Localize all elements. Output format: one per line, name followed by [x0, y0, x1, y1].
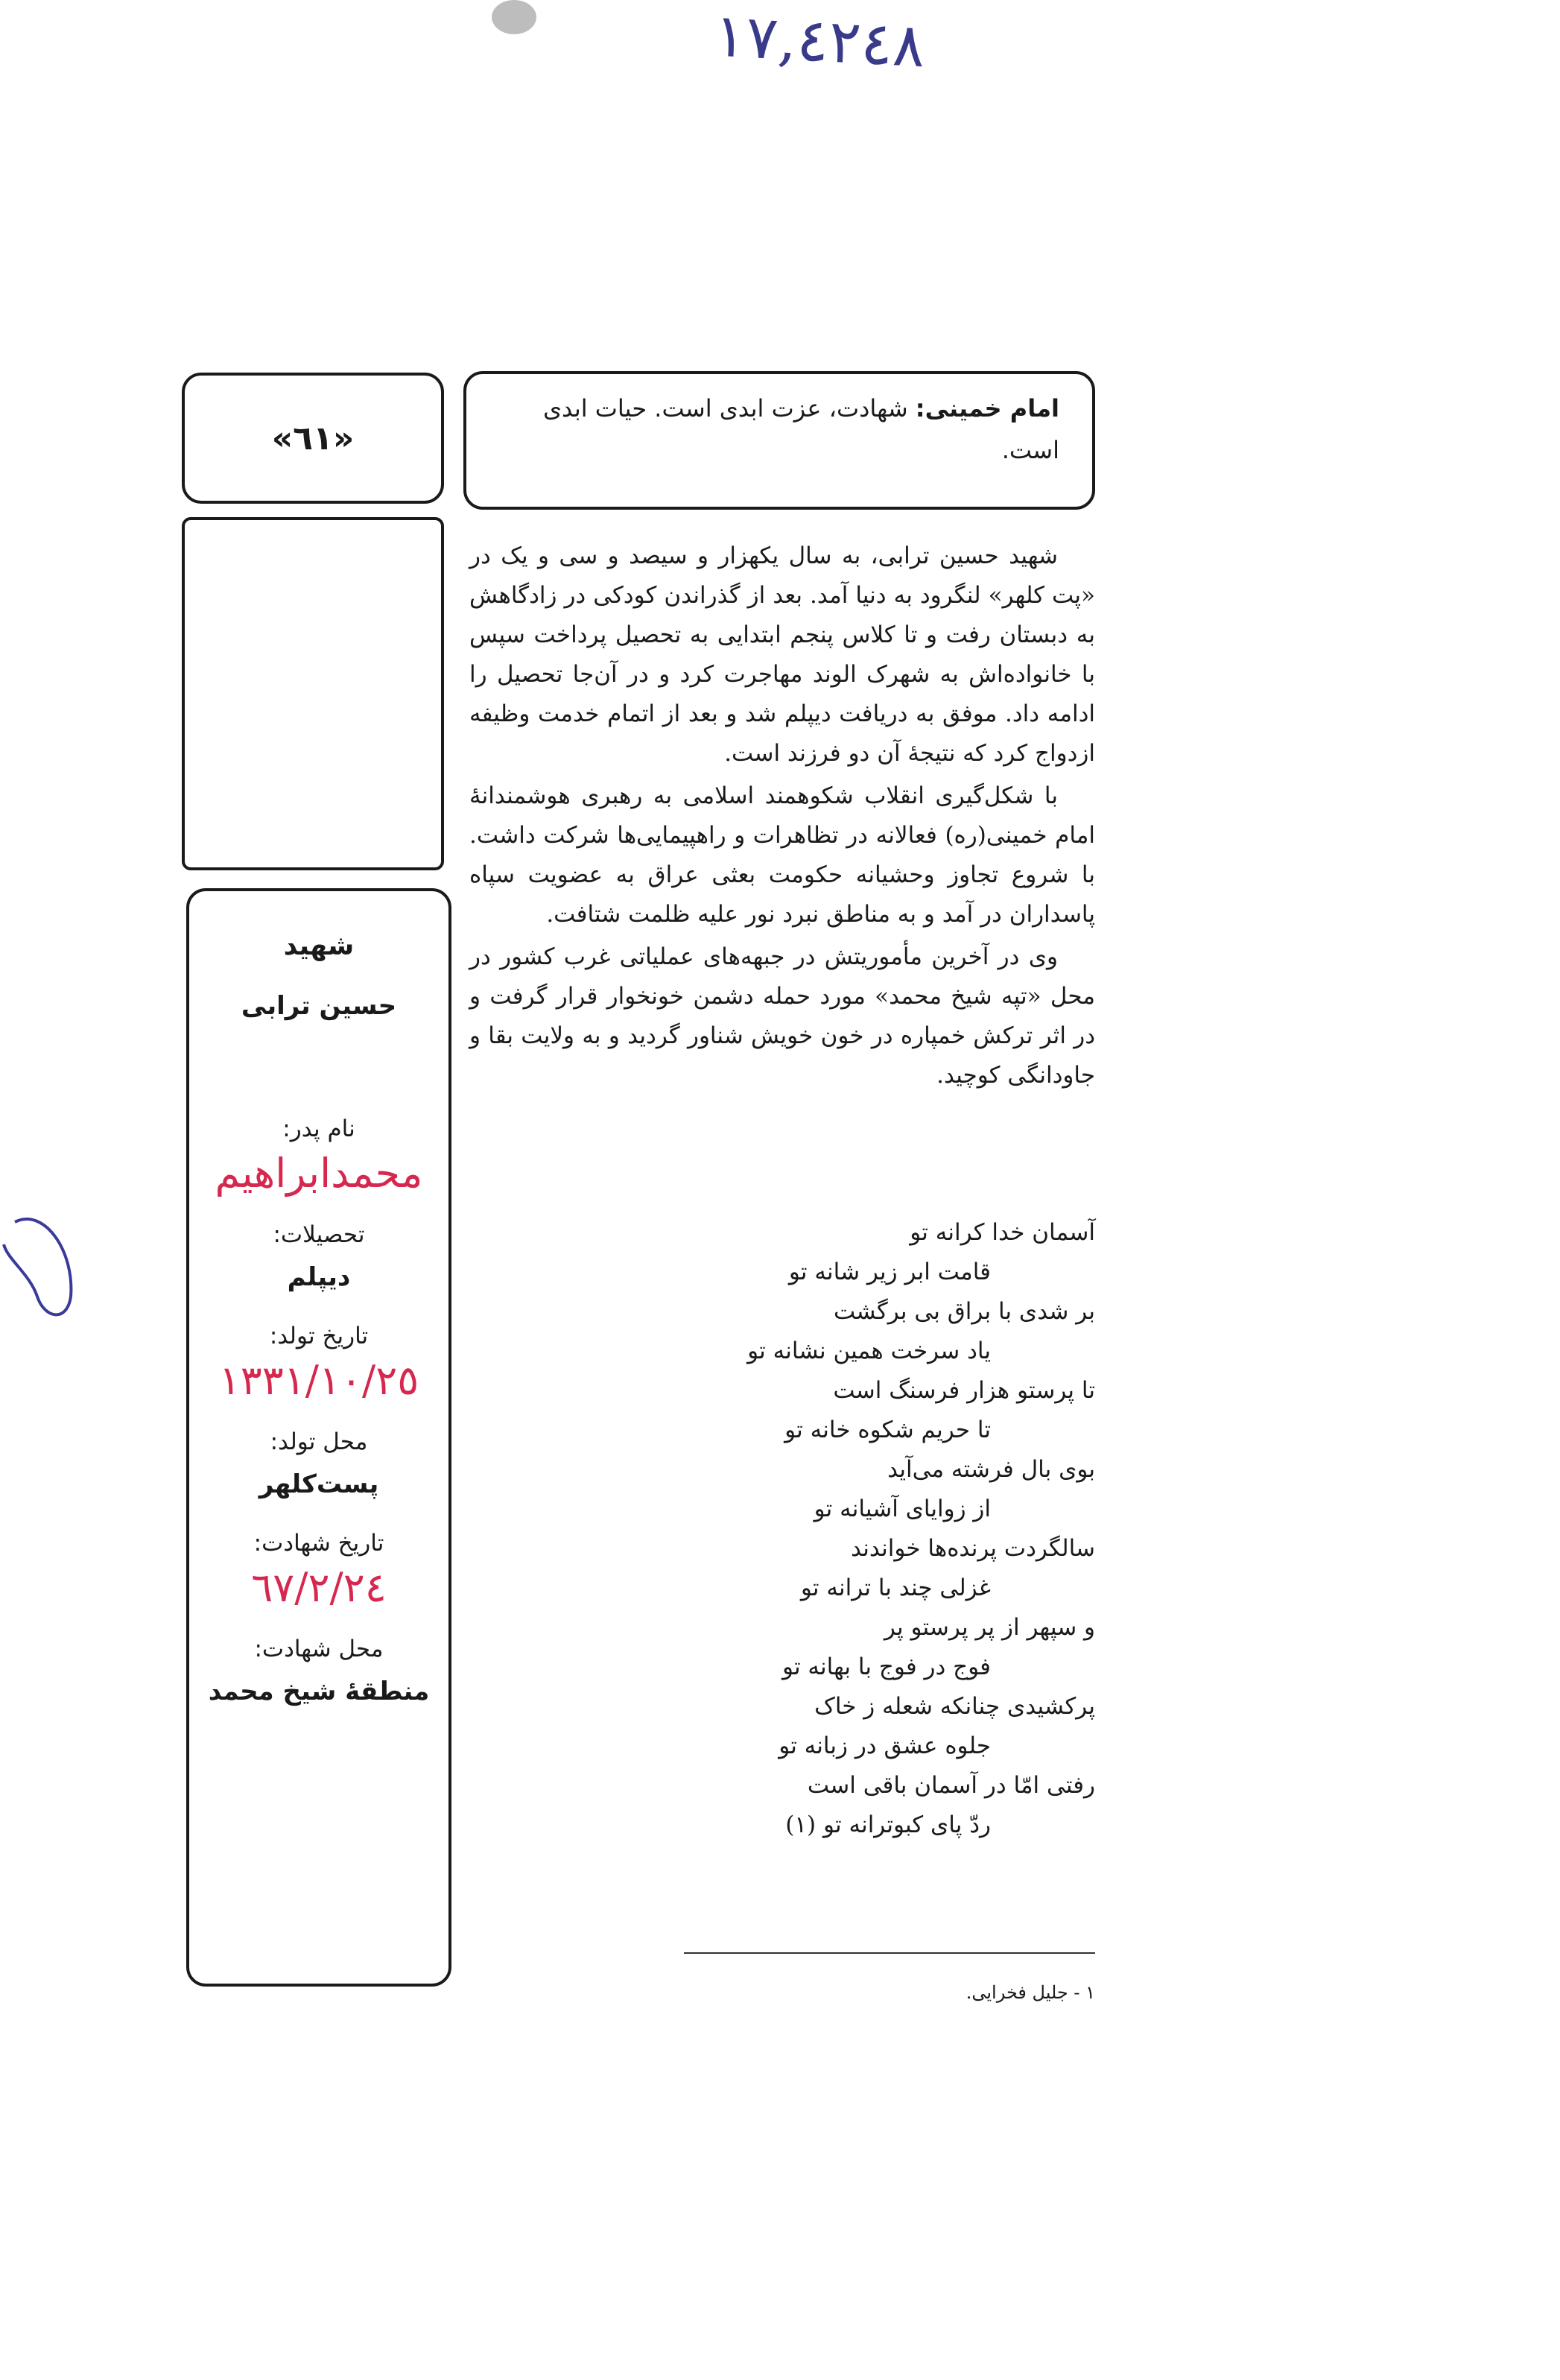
quote [499, 387, 1059, 471]
poem-line: جلوه عشق در زبانه تو [779, 1732, 991, 1759]
footnote: ١ - جلیل فخرایی. [966, 1982, 1095, 2003]
page-number: «٦١» [271, 419, 355, 458]
archive-number: ١٧,٤٢٤٨ [712, 0, 927, 81]
bio-paragraph: با شکل‌گیری انقلاب شکوهمند اسلامی به رهبری هوشمندانهٔ امام خمینی(ره) فعالانه در تظاهرات و راهپیمایی‌ها شرکت داشت. با شروع تجاوز وحشیانه حکومت بعثی عراق به عضویت سپاه پاسداران در آمد و به مناطق نبرد نور علیه ظلمت شتافت. [469, 782, 1095, 928]
quote-text: شهادت، عزت ابدی است. حیات ابدی است. [542, 394, 1059, 464]
birth-date-value: ١٣٣١/١٠/٢٥ [218, 1357, 419, 1404]
bio-paragraph: شهید حسین ترابی، به سال یکهزار و سیصد و سی و یک در «پت کلهر» لنگرود به دنیا آمد. بعد از گذراندن کودکی در زادگاهش به دبستان رفت و تا کلاس پنجم ابتدایی به تحصیل پرداخت سپس با خانواده‌اش به شهرک الوند مهاجرت کرد و در آن‌جا تحصیل را ادامه داد. موفق به دریافت دیپلم شد و بعد از اتمام خدمت وظیفه ازدواج کرد که نتیجهٔ آن دو فرزند است. [469, 542, 1095, 767]
poem-line: از زوایای آشیانه تو [814, 1496, 991, 1522]
birth-date-label: تاریخ تولد: [269, 1323, 369, 1349]
martyrdom-place-value: منطقهٔ شیخ محمد [208, 1677, 430, 1706]
education-label: تحصیلات: [273, 1221, 365, 1248]
father-value: محمدابراهیم [215, 1150, 423, 1197]
poem-line: ردّ پای کبوترانه تو (١) [785, 1811, 991, 1838]
martyr-info-box [186, 888, 451, 1987]
footnote-divider [684, 1952, 1095, 1954]
poem-line: غزلی چند با ترانه تو [800, 1574, 991, 1601]
poem [474, 1213, 1095, 1845]
bio-paragraph: وی در آخرین مأموریتش در جبهه‌های عملیاتی غرب کشور در محل «تپه شیخ محمد» مورد حمله دشمن خونخوار قرار گرفت و در اثر ترکش خمپاره در خون خویش شناور گردید و به ولایت بقا و جاودانگی کوچید. [469, 943, 1095, 1089]
poem-line: رفتی امّا در آسمان باقی است [807, 1772, 1095, 1799]
martyrdom-date-label: تاریخ شهادت: [253, 1530, 384, 1557]
poem-line: پرکشیدی چنانکه شعله ز خاک [814, 1693, 1095, 1720]
poem-line: قامت ابر زیر شانه تو [788, 1259, 991, 1285]
poem-line: تا پرستو هزار فرسنگ است [833, 1377, 1095, 1404]
margin-pen-mark [0, 1192, 82, 1326]
poem-line: بر شدی با براق بی برگشت [833, 1298, 1095, 1325]
photo-placeholder [182, 517, 444, 870]
poem-line: سالگردت پرنده‌ها خواندند [850, 1535, 1095, 1562]
page-number-box [182, 373, 444, 504]
father-label: نام پدر: [282, 1115, 355, 1142]
education-value: دیپلم [287, 1262, 351, 1292]
martyrdom-place-label: محل شهادت: [254, 1636, 384, 1662]
quote-box [463, 371, 1095, 510]
martyr-name: حسین ترابی [241, 991, 397, 1021]
quote-author: امام خمینی: [915, 394, 1059, 422]
poem-line: یاد سرخت همین نشانه تو [747, 1338, 991, 1364]
poem-line: فوج در فوج با بهانه تو [781, 1653, 991, 1680]
punch-hole [492, 0, 536, 34]
poem-line: آسمان خدا کرانه تو [910, 1219, 1095, 1246]
biography [469, 537, 1095, 1098]
poem-line: تا حریم شکوه خانه تو [784, 1417, 991, 1443]
birth-place-label: محل تولد: [270, 1428, 368, 1455]
birth-place-value: پست‌کلهر [259, 1469, 379, 1499]
info-title: شهید [283, 931, 355, 961]
martyrdom-date-value: ٦٧/٢/٢٤ [251, 1564, 387, 1611]
poem-line: بوی بال فرشته می‌آید [887, 1456, 1095, 1483]
poem-line: و سپهر از پر پرستو پر [884, 1614, 1095, 1641]
